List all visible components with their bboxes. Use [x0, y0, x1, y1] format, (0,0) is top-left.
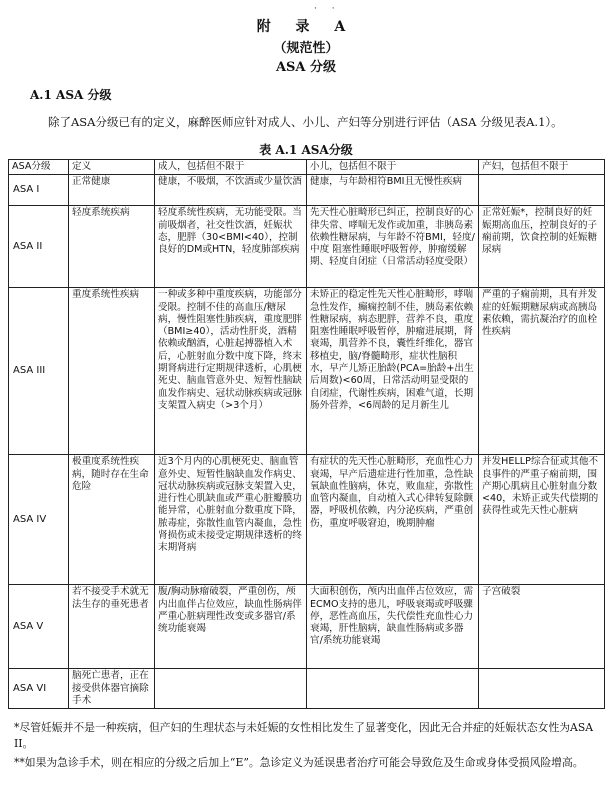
- cell-class: ASA III: [9, 288, 69, 455]
- table-header-row: [9, 160, 605, 175]
- col-header-adult: 成人，包括但不限于: [155, 160, 307, 175]
- appendix-name: ASA 分级: [275, 60, 337, 75]
- cell-child: 先天性心脏畸形已纠正，控制良好的心律失常、哮喘无发作或加重，非胰岛素依赖性糖尿病，与年龄不符BMI，轻度/中度 阻塞性睡眠呼吸暂停，肿瘤缓解期、轻度自闭症（日常活动轻度受限）: [307, 206, 479, 288]
- cell-maternal: [479, 175, 605, 206]
- cell-definition: 脑死亡患者，正在接受供体器官摘除手术: [69, 669, 155, 709]
- section-heading: A.1 ASA 分级: [30, 88, 112, 102]
- cell-child: 健康，与年龄相符BMI且无慢性疾病: [307, 175, 479, 206]
- cell-class: ASA VI: [9, 669, 69, 709]
- top-dots: · ·: [314, 4, 341, 14]
- cell-class: ASA I: [9, 175, 69, 206]
- asa-table: [8, 159, 605, 709]
- appendix-title: 附 录 A: [256, 19, 356, 35]
- cell-maternal: 正常妊娠*，控制良好的妊娠期高血压，控制良好的子痫前期，饮食控制的妊娠糖尿病: [479, 206, 605, 288]
- cell-adult: 近3个月内的心肌梗死史、脑血管意外史、短暂性脑缺血发作病史、冠状动脉疾病或冠脉支架置入史，进行性心肌缺血或严重心脏瓣膜功能异常，心脏射血分数重度下降，脓毒症，弥散性血管内凝血，急性肾损伤或未接受定期规律透析的终末期肾病: [155, 455, 307, 585]
- cell-class: ASA IV: [9, 455, 69, 585]
- cell-adult: 健康，不吸烟，不饮酒或少量饮酒: [155, 175, 307, 206]
- footnote-emergency: **如果为急诊手术，则在相应的分级之后加上“E”。急诊定义为延误患者治疗可能会导致危及生命或身体受损风险增高。: [14, 756, 584, 769]
- cell-adult: 一种或多种中重度疾病，功能部分受限。控制不佳的高血压/糖尿病，慢性阻塞性肺疾病，重度肥胖（BMI≥40），活动性肝炎，酒精依赖或酗酒，心脏起搏器植入术后，心脏射血分数中度下降，终末期肾病进行定期规律透析，心肌梗死史、脑血管意外史、短暂性脑缺血发作病史、冠状动脉疾病或冠脉支架置入病史（>3个月）: [155, 288, 307, 455]
- col-header-class: ASA分级: [9, 160, 69, 175]
- table-row: [9, 669, 605, 709]
- cell-definition: 若不接受手术就无法生存的垂死患者: [69, 585, 155, 669]
- cell-definition: 极重度系统性疾病，随时存在生命危险: [69, 455, 155, 585]
- cell-child: 大面积创伤，颅内出血伴占位效应，需ECMO支持的患儿，呼吸衰竭或呼吸骤停，恶性高血压，失代偿性充血性心力衰竭，肝性脑病，缺血性肠病或多器官/系统功能衰竭: [307, 585, 479, 669]
- cell-definition: 轻度系统疾病: [69, 206, 155, 288]
- cell-maternal: [479, 669, 605, 709]
- cell-adult: 轻度系统性疾病，无功能受限。当前吸烟者，社交性饮酒，妊娠状态，肥胖（30<BMI<40），控制良好的DM或HTN，轻度肺部疾病: [155, 206, 307, 288]
- cell-child: 未矫正的稳定性先天性心脏畸形，哮喘急性发作，癫痫控制不佳，胰岛素依赖性糖尿病，病态肥胖，营养不良，重度阻塞性睡眠呼吸暂停，肿瘤进展期，肾衰竭，肌营养不良，囊性纤维化，器官移植史，脑/脊髓畸形，症状性脑积水，早产儿矫正胎龄(PCA=胎龄+出生后周数)<60周，日常活动明显受限的自闭症，代谢性疾病，困难气道，长期肠外营养，<6周龄的足月新生儿: [307, 288, 479, 455]
- table-row: [9, 288, 605, 455]
- cell-adult: 腹/胸动脉瘤破裂，严重创伤，颅内出血伴占位效应，缺血性肠病伴严重心脏病理性改变或多器官/系统功能衰竭: [155, 585, 307, 669]
- cell-adult: [155, 669, 307, 709]
- table-row: [9, 206, 605, 288]
- cell-maternal: 严重的子痫前期，具有并发症的妊娠期糖尿病或高胰岛素依赖，需抗凝治疗的血栓性疾病: [479, 288, 605, 455]
- col-header-child: 小儿，包括但不限于: [307, 160, 479, 175]
- cell-child: [307, 669, 479, 709]
- table-title: 表 A.1 ASA分级: [259, 143, 353, 157]
- cell-definition: 重度系统性疾病: [69, 288, 155, 455]
- table-row: [9, 585, 605, 669]
- col-header-definition: 定义: [69, 160, 155, 175]
- col-header-maternal: 产妇，包括但不限于: [479, 160, 605, 175]
- intro-paragraph: 除了ASA分级已有的定义，麻醉医师应针对成人、小儿、产妇等分别进行评估（ASA 分级见表A.1）。: [48, 115, 563, 129]
- cell-child: 有症状的先天性心脏畸形，充血性心力衰竭，早产后遗症进行性加重，急性缺氧缺血性脑病，休克，败血症，弥散性血管内凝血，自动植入式心律转复除颤器，呼吸机依赖，内分泌疾病，严重创伤，重度呼吸窘迫，晚期肿瘤: [307, 455, 479, 585]
- cell-definition: 正常健康: [69, 175, 155, 206]
- cell-maternal: 并发HELLP综合征或其他不良事件的严重子痫前期，围产期心肌病且心脏射血分数<40，未矫正或失代偿期的获得性或先天性心脏病: [479, 455, 605, 585]
- table-row: [9, 175, 605, 206]
- table-row: [9, 455, 605, 585]
- footnote-pregnancy: *尽管妊娠并不是一种疾病，但产妇的生理状态与未妊娠的女性相比发生了显著变化，因此无合并症的妊娠状态女性为ASA II。: [14, 721, 594, 750]
- cell-class: ASA II: [9, 206, 69, 288]
- cell-class: ASA V: [9, 585, 69, 669]
- cell-maternal: 子宫破裂: [479, 585, 605, 669]
- appendix-normative-note: （规范性）: [273, 41, 339, 56]
